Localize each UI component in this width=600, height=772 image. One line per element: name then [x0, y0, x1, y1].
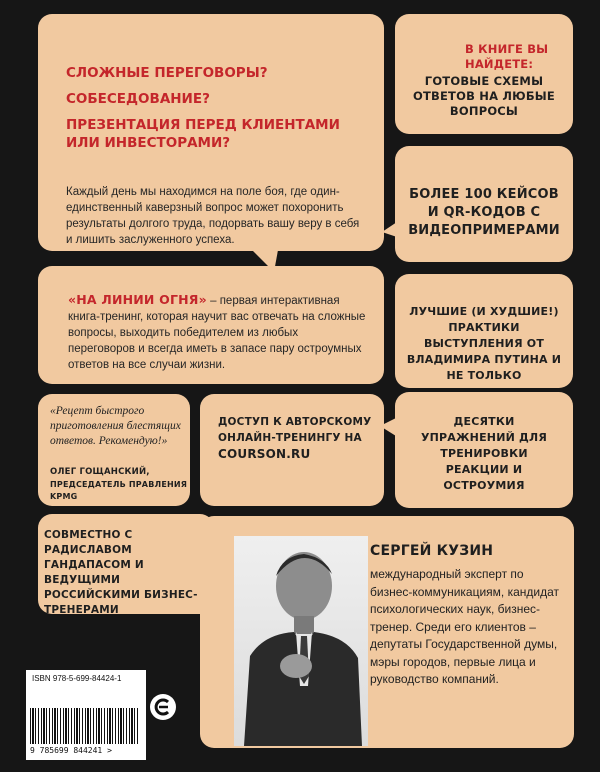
exercises-bubble — [395, 392, 573, 508]
headlines — [66, 64, 366, 160]
author-name: СЕРГЕЙ КУЗИН — [370, 543, 494, 559]
training-bubble — [200, 394, 384, 506]
intro-bubble — [38, 14, 384, 251]
headline-presentation: ПРЕЗЕНТАЦИЯ ПЕРЕД КЛИЕНТАМИ ИЛИ ИНВЕСТОРАМИ? — [66, 117, 340, 151]
author-bubble — [200, 516, 574, 748]
cases-bubble — [395, 146, 573, 262]
isbn-text: ISBN 978-5-699-84424-1 — [32, 674, 122, 683]
find-bubble — [395, 14, 573, 134]
coauthors-text: СОВМЕСТНО С РАДИСЛАВОМ ГАНДАПАСОМ И ВЕДУЩИМИ РОССИЙСКИМИ БИЗНЕС-ТРЕНЕРАМИ — [44, 529, 198, 616]
book-description — [68, 292, 368, 373]
cases-text: БОЛЕЕ 100 КЕЙСОВ И QR-КОДОВ С ВИДЕОПРИМЕРАМИ — [408, 187, 560, 238]
training-site-link[interactable]: COURSON.RU — [218, 447, 311, 461]
headline-negotiations: СЛОЖНЫЕ ПЕРЕГОВОРЫ? — [66, 65, 268, 81]
training-label: ДОСТУП К АВТОРСКОМУ ОНЛАЙН-ТРЕНИНГУ НА — [218, 416, 372, 444]
book-bubble — [38, 266, 384, 384]
training-text — [218, 414, 373, 463]
book-body: – первая интерактивная книга-тренинг, которая научит вас отвечать на сложные вопросы, выходить победителем из любых переговоров и всегда иметь в запасе пару остроумных ответов на все случаи жизни. — [68, 295, 366, 371]
practices-bubble — [395, 274, 573, 388]
barcode-digits: 9 785699 844241 > — [30, 746, 112, 755]
cases-bubble-tail — [382, 220, 400, 238]
find-text: ГОТОВЫЕ СХЕМЫ ОТВЕТОВ НА ЛЮБЫЕ ВОПРОСЫ — [413, 74, 555, 118]
practices-text: ЛУЧШИЕ (И ХУДШИЕ!) ПРАКТИКИ ВЫСТУПЛЕНИЯ ОТ ВЛАДИМИРА ПУТИНА И НЕ ТОЛЬКО — [406, 305, 562, 382]
quote-position: ПРЕДСЕДАТЕЛЬ ПРАВЛЕНИЯ KPMG — [50, 480, 188, 501]
quote-bubble — [38, 394, 190, 506]
intro-text: Каждый день мы находимся на поле боя, где один-единственный каверзный вопрос может похоронить результаты долгого труда, подорвать вашу веру в себя и лишить заслуженного успеха. — [66, 186, 360, 246]
headline-interview: СОБЕСЕДОВАНИЕ? — [66, 91, 210, 107]
barcode-image — [30, 708, 140, 744]
find-label: В КНИГЕ ВЫ НАЙДЕТЕ: — [465, 42, 549, 71]
author-bio: международный эксперт по бизнес-коммуникациям, кандидат психологических наук, бизнес-тренер. Среди его клиентов – депутаты Государственной думы, мэры городов, первые лица и руководство компаний. — [370, 567, 560, 686]
author-portrait-image — [234, 536, 368, 746]
exercises-text: ДЕСЯТКИ УПРАЖНЕНИЙ ДЛЯ ТРЕНИРОВКИ РЕАКЦИИ И ОСТРОУМИЯ — [420, 415, 548, 492]
publisher-logo-icon — [150, 694, 176, 720]
book-title: «НА ЛИНИИ ОГНЯ» — [68, 292, 207, 307]
coauthors-bubble — [38, 514, 214, 614]
publisher-logo — [150, 694, 176, 720]
author-photo — [234, 536, 368, 746]
quote-text: «Рецепт быстрого приготовления блестящих ответов. Рекомендую!» — [50, 405, 181, 447]
quote-author: ОЛЕГ ГОЩАНСКИЙ, — [50, 467, 150, 477]
